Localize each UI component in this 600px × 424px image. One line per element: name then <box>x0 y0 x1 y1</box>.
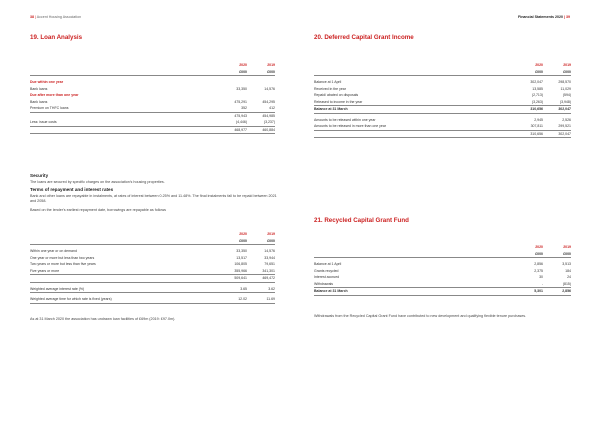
value-2019: 412 <box>247 105 275 112</box>
value-2020: 355,966 <box>219 268 247 275</box>
value-2019: 14,576 <box>264 86 275 91</box>
row-label <box>30 126 219 134</box>
value-2019: 469,472 <box>247 275 275 283</box>
page-header-right: Financial Statements 2020 | 39 <box>518 15 570 19</box>
value-2020: 310,656 <box>515 106 543 114</box>
value-2019: (594) <box>562 93 571 97</box>
section-title-loan-analysis: 19. Loan Analysis <box>30 34 83 41</box>
unit-header-row <box>30 238 275 245</box>
value-2020: 352 <box>219 105 247 112</box>
value-2020: 13,585 <box>532 86 543 91</box>
row-label: Weighted average interest rate (%) <box>30 286 219 293</box>
row-label: Premium on THFC loans <box>30 105 219 112</box>
value-2019: 14,576 <box>264 249 275 253</box>
value-2020: 2,375 <box>534 268 543 273</box>
row-label <box>30 112 219 119</box>
organisation-name: Accent Housing Association <box>36 15 82 19</box>
value-2019: 302,047 <box>543 130 571 138</box>
table-row <box>30 105 275 112</box>
recycled-grant-table <box>314 244 571 296</box>
unit-cell: £000 <box>219 238 247 245</box>
unit-cell: £000 <box>219 69 247 76</box>
row-label: Bank loans <box>30 86 48 91</box>
row-label <box>314 130 515 138</box>
table-row <box>314 288 571 296</box>
row-label: Received in the year <box>314 86 346 91</box>
table-row <box>30 126 275 134</box>
row-label: Weighted average time for which rate is fixed (years) <box>30 296 219 303</box>
value-2020: 5,301 <box>515 288 543 296</box>
value-2020: 3.65 <box>219 286 247 293</box>
row-label: Balance at 31 March <box>314 106 515 114</box>
unit-cell: £000 <box>515 251 543 258</box>
year-cell: 2019 <box>563 63 571 67</box>
row-label: One year or more but less than two years <box>30 255 95 260</box>
row-label: Due within one year <box>30 80 64 84</box>
unit-cell: £000 <box>247 69 275 76</box>
year-cell: 2020 <box>239 232 247 236</box>
value-2019: (3,948) <box>543 99 571 106</box>
row-label: Released to income in the year <box>314 99 515 106</box>
row-label: Balance at 31 March <box>314 288 515 296</box>
repayment-schedule-table <box>30 231 275 304</box>
row-label: Withdrawals <box>314 281 515 288</box>
unit-header-row <box>314 251 571 258</box>
row-label: Grants recycled <box>314 268 339 273</box>
year-cell: 2020 <box>535 245 543 249</box>
row-label: Bank loans <box>30 99 48 104</box>
value-2019: 341,301 <box>247 268 275 275</box>
table-row <box>314 106 571 114</box>
row-label: Balance at 1 April <box>314 262 342 266</box>
unit-cell: £000 <box>543 251 571 258</box>
page-number-right: 39 <box>566 15 570 19</box>
value-2019: 298,570 <box>558 80 571 84</box>
value-2019: (3,237) <box>247 119 275 126</box>
value-2019: 3.62 <box>247 286 275 293</box>
value-2019: 33,944 <box>264 255 275 260</box>
table-row <box>314 130 571 138</box>
value-2019: (815) <box>543 281 571 288</box>
value-2019: 3,513 <box>562 262 571 266</box>
value-2020: 33,350 <box>236 86 247 91</box>
value-2020: 33,350 <box>236 249 247 253</box>
unit-header-row <box>314 69 571 76</box>
row-label: Balance at 1 April <box>314 80 342 84</box>
table-row <box>314 123 571 130</box>
value-2019: 11.69 <box>247 296 275 303</box>
unit-cell: £000 <box>515 69 543 76</box>
value-2019: 299,521 <box>543 123 571 130</box>
security-text: The loans are secured by specific charges on the association's housing properties. <box>30 180 165 184</box>
table-row <box>314 281 571 288</box>
document-title: Financial Statements 2020 <box>518 15 563 19</box>
page-number-left: 38 <box>30 15 34 19</box>
value-2020: 13,517 <box>236 255 247 260</box>
year-cell: 2020 <box>535 63 543 67</box>
row-label: Two years or more but less than five years <box>30 262 96 266</box>
row-label: Repaid/ abated on disposals <box>314 93 359 97</box>
value-2019: 184 <box>565 268 571 273</box>
value-2019: 2,856 <box>543 288 571 296</box>
row-label: Five years or more <box>30 268 219 275</box>
undrawn-facilities-note: As at 31 March 2020 the association has undrawn loan facilities of £69m (2019: £97.0m). <box>30 317 176 321</box>
terms-heading: Terms of repayment and interest rates <box>30 187 114 192</box>
year-cell: 2019 <box>267 63 275 67</box>
value-2020: 2,856 <box>534 262 543 266</box>
value-2020: 30 <box>539 275 543 279</box>
value-2020: 509,641 <box>219 275 247 283</box>
value-2019: 302,047 <box>543 106 571 114</box>
value-2019: 2,526 <box>562 117 571 122</box>
row-label: Due after more than one year <box>30 93 79 97</box>
repayment-intro-text: Based on the lender's earliest repayment date, borrowings are repayable as follows <box>30 208 166 212</box>
table-row <box>30 275 275 283</box>
loan-analysis-table <box>30 62 275 134</box>
value-2020: (2,713) <box>531 93 543 97</box>
row-label: Interest accrued <box>314 275 340 279</box>
table-row <box>30 296 275 303</box>
table-row <box>30 268 275 275</box>
recycled-grant-note: Withdrawals from the Recycled Capital Grant Fund have contributed to new development and qualifying flexible tenure purchases. <box>314 314 527 318</box>
unit-cell: £000 <box>543 69 571 76</box>
value-2020: 106,805 <box>234 262 247 266</box>
value-2020: (4,446) <box>219 119 247 126</box>
value-2019: 454,985 <box>262 113 275 118</box>
page-header-left: 38 | Accent Housing Association <box>30 15 82 19</box>
value-2020: 2,945 <box>534 117 543 122</box>
value-2019: 79,651 <box>264 262 275 266</box>
row-label: Within one year or on demand <box>30 249 77 253</box>
unit-header-row <box>30 69 275 76</box>
value-2020: (3,263) <box>515 99 543 106</box>
row-label <box>30 275 219 283</box>
row-label: Amounts to be released within one year <box>314 117 376 122</box>
value-2019: 24 <box>567 275 571 279</box>
value-2020: 468,977 <box>219 126 247 134</box>
table-row <box>314 99 571 106</box>
value-2020: - <box>515 281 543 288</box>
row-label: Less: issue costs <box>30 119 219 126</box>
value-2019: 460,884 <box>247 126 275 134</box>
year-cell: 2019 <box>563 245 571 249</box>
table-row <box>30 286 275 293</box>
deferred-grant-table <box>314 62 571 138</box>
year-cell: 2019 <box>267 232 275 236</box>
table-row <box>30 119 275 126</box>
section-title-recycled-grant: 21. Recycled Capital Grant Fund <box>314 217 409 224</box>
section-title-deferred-grant: 20. Deferred Capital Grant Income <box>314 34 414 41</box>
year-cell: 2020 <box>239 63 247 67</box>
value-2020: 475,943 <box>234 113 247 118</box>
value-2020: 310,656 <box>515 130 543 138</box>
row-label: Amounts to be released in more than one year <box>314 123 515 130</box>
table-row <box>30 112 275 119</box>
value-2020: 12.02 <box>219 296 247 303</box>
security-heading: Security <box>30 173 49 178</box>
value-2020: 307,811 <box>515 123 543 130</box>
unit-cell: £000 <box>247 238 275 245</box>
value-2019: 454,295 <box>262 99 275 104</box>
value-2019: 11,029 <box>560 86 571 91</box>
value-2020: 475,291 <box>234 99 247 104</box>
value-2020: 302,047 <box>530 80 543 84</box>
terms-text: Bank and other loans are repayable in instalments, at rates of interest between 0.25% and 11.48%. The final instalments fall to be repaid between 2021 and 2058. <box>30 194 277 204</box>
